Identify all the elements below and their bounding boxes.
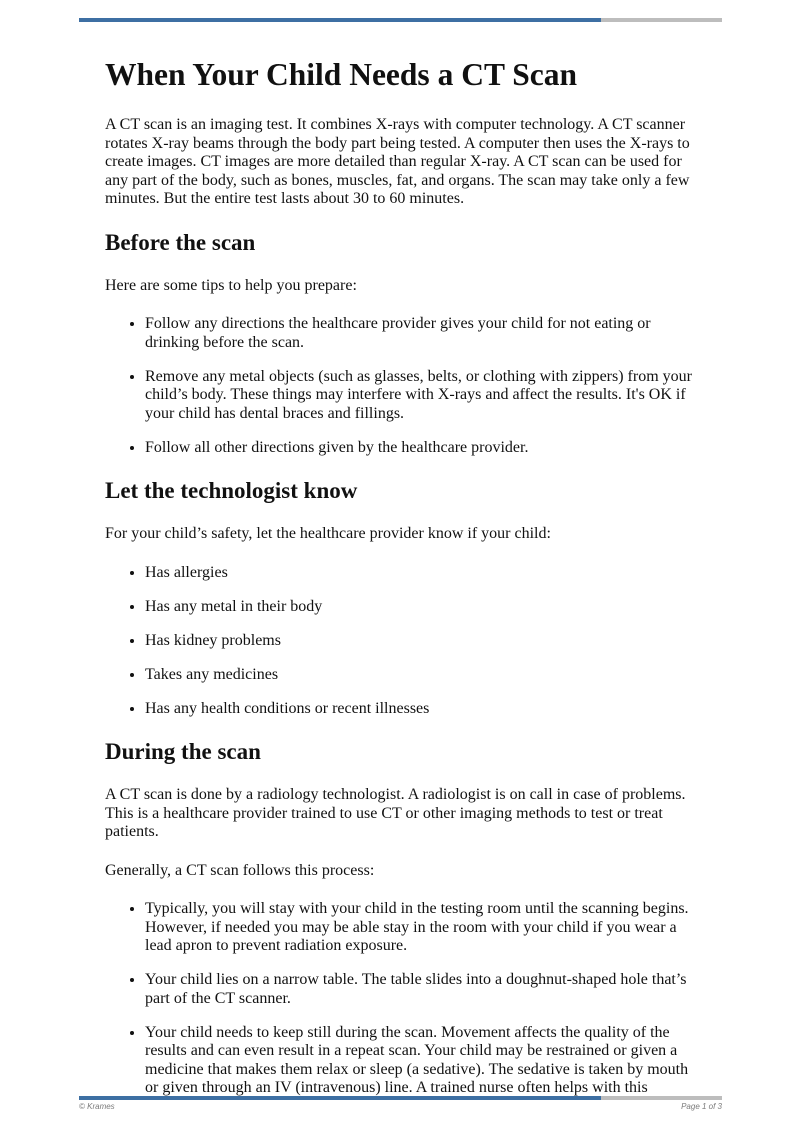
during-list — [105, 900, 700, 1098]
before-lead: Here are some tips to help you prepare: — [105, 276, 357, 294]
footer-page-number: Page 1 of 3 — [681, 1102, 722, 1111]
list-item: • Your child lies on a narrow table. The table slides into a doughnut-shaped hole that’s part of the CT scanner. — [145, 971, 700, 1008]
list-item: • Has any health conditions or recent illnesses — [145, 700, 700, 719]
bottom-rule — [79, 1096, 722, 1100]
list-item: • Has any metal in their body — [145, 598, 700, 617]
list-item: • Has allergies — [145, 564, 700, 583]
footer-copyright: © Krames — [79, 1102, 115, 1111]
top-rule — [79, 18, 722, 22]
technologist-list — [105, 564, 700, 719]
list-item: • Takes any medicines — [145, 666, 700, 685]
intro-paragraph: A CT scan is an imaging test. It combines X-rays with computer technology. A CT scanner rotates X-ray beams through the body part being tested. A computer then uses the X-rays to create images. CT images are more detailed than regular X-ray. A CT scan can be used for any part of the body, such as bones, muscles, fat, and organs. The scan may take only a few minutes. But the entire test lasts about 30 to 60 minutes. — [105, 116, 690, 207]
top-rule-accent — [79, 18, 601, 22]
list-item: • Has kidney problems — [145, 632, 700, 651]
list-item: • Remove any metal objects (such as glasses, belts, or clothing with zippers) from your child’s body. These things may interfere with X-rays and affect the results. It's OK if your child has dental braces and fillings. — [145, 368, 700, 424]
bottom-rule-track — [601, 1096, 722, 1100]
section-heading-technologist: Let the technologist know — [105, 478, 358, 503]
before-list — [105, 315, 700, 457]
section-heading-before: Before the scan — [105, 229, 256, 255]
during-lead: Generally, a CT scan follows this process: — [105, 861, 375, 879]
technologist-lead: For your child’s safety, let the healthcare provider know if your child: — [105, 525, 551, 542]
during-paragraph: A CT scan is done by a radiology technologist. A radiologist is on call in case of problems. This is a healthcare provider trained to use CT or other imaging methods to test or treat patients. — [105, 786, 686, 840]
top-rule-track — [601, 18, 722, 22]
list-item: • Follow any directions the healthcare provider gives your child for not eating or drinking before the scan. — [145, 315, 700, 352]
document-body — [105, 56, 700, 1118]
section-heading-during: During the scan — [105, 739, 261, 764]
bottom-rule-accent — [79, 1096, 601, 1100]
list-item: • Follow all other directions given by the healthcare provider. — [145, 439, 700, 458]
list-item: • Typically, you will stay with your child in the testing room until the scanning begins. However, if needed you may be able stay in the room with your child if you wear a lead apron to prevent radiation exposure. — [145, 900, 700, 956]
list-item: • Your child needs to keep still during the scan. Movement affects the quality of the results and can even result in a repeat scan. Your child may be restrained or given a medicine that makes them relax or sleep (a sedative). The sedative is taken by mouth or given through an IV (intravenous) line. A trained nurse often helps with this — [145, 1024, 700, 1098]
page-title: When Your Child Needs a CT Scan — [105, 57, 578, 92]
